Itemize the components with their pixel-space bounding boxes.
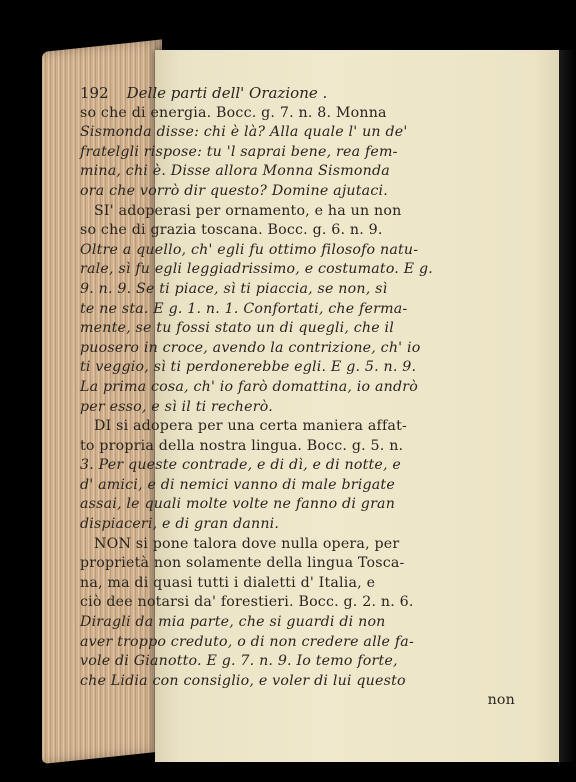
text-line: per esso, e sì il ti recherò. <box>80 398 273 415</box>
text-line: Oltre a quello, ch' egli fu ottimo filosofo natu- <box>80 241 419 258</box>
text-line: rale, sì fu egli leggiadrissimo, e costumato. E g. <box>80 261 433 278</box>
text-line: aver troppo creduto, o di non credere alle fa- <box>80 633 414 650</box>
text-line: fratelgli rispose: tu 'l saprai bene, rea fem- <box>80 143 398 160</box>
page-number: 192 <box>80 84 109 102</box>
text-line: DI si adopera per una certa maniera affat- <box>94 418 407 435</box>
text-line: SI' adoperasi per ornamento, e ha un non <box>94 202 402 219</box>
text-line: mina, chi è. Disse allora Monna Sismonda <box>80 163 390 180</box>
catchword: non <box>487 692 515 709</box>
text-line: La prima cosa, ch' io farò domattina, io andrò <box>80 378 418 395</box>
text-line: 3. Per queste contrade, e di dì, e di notte, e <box>80 457 402 474</box>
text-line: ora che vorrò dir questo? Domine ajutaci. <box>80 182 388 199</box>
text-line: to propria della nostra lingua. Bocc. g. 5. n. <box>80 437 404 454</box>
text-line: so che di grazia toscana. Bocc. g. 6. n. 9. <box>80 222 383 239</box>
text-line: che Lidia con consiglio, e voler di lui questo <box>80 672 406 689</box>
page-text <box>80 84 545 711</box>
text-line: so che di energia. Bocc. g. 7. n. 8. Monna <box>80 104 387 121</box>
text-line: mente, se tu fossi stato un di quegli, che il <box>80 320 395 337</box>
text-line: Sismonda disse: chi è là? Alla quale l' un de' <box>80 124 408 141</box>
text-line: dispiaceri, e di gran danni. <box>80 516 280 533</box>
text-line: assai, le quali molte volte ne fanno di gran <box>80 496 396 513</box>
binding-shadow <box>559 50 575 762</box>
running-title: Delle parti dell' Orazione . <box>126 84 328 102</box>
text-line: proprietà non solamente della lingua Tosca- <box>80 555 405 572</box>
text-line: d' amici, e di nemici vanno di male brigate <box>80 476 395 493</box>
text-line: NON si pone talora dove nulla opera, per <box>94 535 400 552</box>
text-line: ciò dee notarsi da' forestieri. Bocc. g. 2. n. 6. <box>80 594 414 611</box>
running-header <box>80 84 545 104</box>
text-line: vole di Gianotto. E g. 7. n. 9. Io temo forte, <box>80 653 398 670</box>
text-line: puosero in croce, avendo la contrizione, ch' io <box>80 339 421 356</box>
text-line: ti veggio, sì ti perdonerebbe egli. E g. 5. n. 9. <box>80 359 417 376</box>
text-line: te ne sta. E g. 1. n. 1. Confortati, che ferma- <box>80 300 408 317</box>
text-line: na, ma di quasi tutti i dialetti d' Italia, e <box>80 574 376 591</box>
text-line: 9. n. 9. Se ti piace, sì ti piaccia, se non, sì <box>80 280 388 297</box>
text-line: Diragli da mia parte, che si guardi di non <box>80 614 386 631</box>
